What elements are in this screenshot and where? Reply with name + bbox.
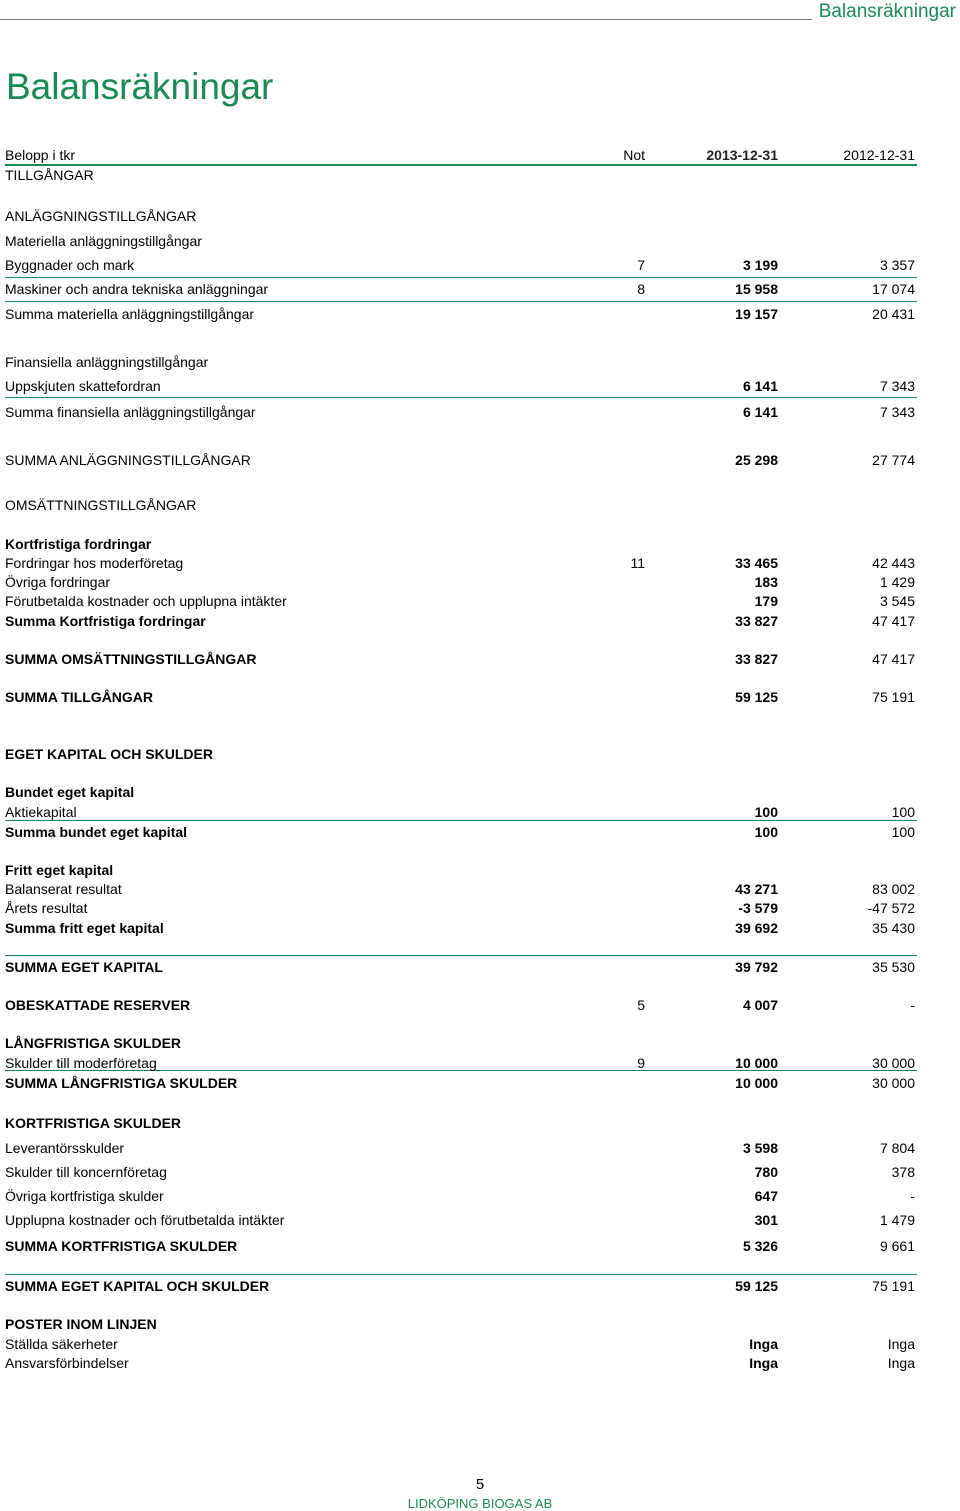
row-label: Årets resultat: [5, 900, 88, 916]
row-v2012: 75 191: [872, 1278, 915, 1294]
row-note: 8: [637, 281, 645, 297]
row-v2012: 7 343: [879, 378, 915, 394]
row-v2013: 33 827: [735, 651, 778, 667]
row-v2012: 1 429: [879, 574, 915, 590]
row-v2012: 75 191: [872, 689, 915, 705]
row-v2013: 59 125: [735, 689, 778, 705]
row-label: Kortfristiga fordringar: [5, 536, 152, 552]
row-label: OBESKATTADE RESERVER: [5, 997, 191, 1013]
row-label: SUMMA ANLÄGGNINGSTILLGÅNGAR: [5, 452, 251, 468]
row-v2013: 780: [754, 1164, 778, 1180]
row-v2013: Inga: [749, 1355, 778, 1371]
row-label: Summa fritt eget kapital: [5, 920, 164, 936]
row-label: Uppskjuten skattefordran: [5, 378, 161, 394]
table-rule: [5, 1274, 917, 1275]
row-v2012: 3 357: [879, 257, 915, 273]
row-v2013: 647: [754, 1188, 778, 1204]
header-title: Balansräkningar: [818, 1, 956, 22]
row-v2012: Inga: [887, 1355, 915, 1371]
row-label: Skulder till koncernföretag: [5, 1164, 167, 1180]
row-v2013: 179: [754, 593, 778, 609]
row-label: ANLÄGGNINGSTILLGÅNGAR: [5, 208, 197, 224]
row-label: Balanserat resultat: [5, 881, 122, 897]
table-rule: [5, 955, 917, 956]
row-label: Fritt eget kapital: [5, 862, 114, 878]
row-v2013: 19 157: [735, 306, 778, 322]
row-label: Övriga kortfristiga skulder: [5, 1188, 164, 1204]
column-header-2013: 2013-12-31: [706, 147, 778, 163]
row-label: Maskiner och andra tekniska anläggningar: [5, 281, 269, 297]
row-label: Övriga fordringar: [5, 574, 111, 590]
row-label: SUMMA OMSÄTTNINGSTILLGÅNGAR: [5, 651, 257, 667]
row-label: Summa bundet eget kapital: [5, 824, 188, 840]
row-v2013: 3 598: [742, 1140, 778, 1156]
page-title: Balansräkningar: [6, 66, 274, 107]
row-v2012: 30 000: [872, 1075, 915, 1091]
row-label: POSTER INOM LINJEN: [5, 1316, 157, 1332]
row-label: Fordringar hos moderföretag: [5, 555, 184, 571]
row-v2013: 33 827: [735, 613, 778, 629]
column-header-label: Belopp i tkr: [5, 147, 76, 163]
row-v2013: -3 579: [738, 900, 778, 916]
row-label: TILLGÅNGAR: [5, 167, 94, 183]
row-v2013: 10 000: [735, 1055, 778, 1071]
row-note: 9: [637, 1055, 645, 1071]
company-name: LIDKÖPING BIOGAS AB: [407, 1496, 553, 1511]
row-v2012: 20 431: [872, 306, 915, 322]
row-label: Bundet eget kapital: [5, 784, 135, 800]
table-rule: [5, 820, 917, 821]
row-label: Ställda säkerheter: [5, 1336, 118, 1352]
row-label: KORTFRISTIGA SKULDER: [5, 1115, 182, 1131]
row-note: 7: [637, 257, 645, 273]
row-v2012: -47 572: [867, 900, 915, 916]
row-v2013: Inga: [749, 1336, 778, 1352]
column-header-2012: 2012-12-31: [843, 147, 915, 163]
row-label: Upplupna kostnader och förutbetalda intäkter: [5, 1212, 285, 1228]
row-label: Leverantörsskulder: [5, 1140, 125, 1156]
row-v2012: 30 000: [872, 1055, 915, 1071]
row-v2012: 17 074: [872, 281, 915, 297]
row-v2012: 9 661: [879, 1238, 915, 1254]
row-v2013: 4 007: [742, 997, 778, 1013]
table-rule: [5, 301, 917, 302]
row-v2013: 301: [754, 1212, 778, 1228]
row-v2012: 7 343: [879, 404, 915, 420]
row-v2012: 35 530: [872, 959, 915, 975]
row-v2013: 100: [754, 804, 778, 820]
row-v2013: 6 141: [742, 404, 778, 420]
row-v2013: 6 141: [742, 378, 778, 394]
row-v2013: 10 000: [735, 1075, 778, 1091]
row-v2012: 47 417: [872, 613, 915, 629]
row-v2013: 183: [754, 574, 778, 590]
row-v2013: 43 271: [735, 881, 778, 897]
row-v2012: 35 430: [872, 920, 915, 936]
row-v2012: 100: [891, 824, 915, 840]
row-v2012: 100: [891, 804, 915, 820]
row-label: Byggnader och mark: [5, 257, 135, 273]
row-label: Aktiekapital: [5, 804, 77, 820]
row-v2013: 59 125: [735, 1278, 778, 1294]
row-v2013: 15 958: [735, 281, 778, 297]
table-rule: [5, 164, 917, 166]
row-label: SUMMA EGET KAPITAL: [5, 959, 163, 975]
row-label: SUMMA EGET KAPITAL OCH SKULDER: [5, 1278, 270, 1294]
row-label: Materiella anläggningstillgångar: [5, 233, 202, 249]
row-note: 11: [630, 555, 645, 571]
row-v2012: 378: [891, 1164, 915, 1180]
row-v2013: 5 326: [742, 1238, 778, 1254]
row-v2013: 33 465: [735, 555, 778, 571]
row-v2012: 42 443: [872, 555, 915, 571]
row-label: Skulder till moderföretag: [5, 1055, 157, 1071]
row-label: OMSÄTTNINGSTILLGÅNGAR: [5, 497, 197, 513]
row-label: EGET KAPITAL OCH SKULDER: [5, 746, 213, 762]
row-v2012: 3 545: [879, 593, 915, 609]
table-rule: [5, 397, 917, 398]
row-label: SUMMA KORTFRISTIGA SKULDER: [5, 1238, 238, 1254]
row-label: SUMMA LÅNGFRISTIGA SKULDER: [5, 1075, 238, 1091]
row-label: Summa finansiella anläggningstillgångar: [5, 404, 256, 420]
row-v2013: 100: [754, 824, 778, 840]
row-v2013: 3 199: [742, 257, 778, 273]
row-v2012: -: [910, 997, 915, 1013]
row-v2012: 83 002: [872, 881, 915, 897]
row-label: LÅNGFRISTIGA SKULDER: [5, 1035, 182, 1051]
row-label: Summa Kortfristiga fordringar: [5, 613, 206, 629]
row-v2013: 39 692: [735, 920, 778, 936]
row-v2013: 25 298: [735, 452, 778, 468]
table-rule: [5, 277, 917, 278]
row-note: 5: [637, 997, 645, 1013]
row-label: Förutbetalda kostnader och upplupna intäkter: [5, 593, 287, 609]
row-label: SUMMA TILLGÅNGAR: [5, 689, 154, 705]
row-label: Ansvarsförbindelser: [5, 1355, 129, 1371]
column-header-note: Not: [623, 147, 645, 163]
row-v2013: 39 792: [735, 959, 778, 975]
row-label: Finansiella anläggningstillgångar: [5, 354, 209, 370]
row-label: Summa materiella anläggningstillgångar: [5, 306, 255, 322]
row-v2012: 47 417: [872, 651, 915, 667]
row-v2012: Inga: [887, 1336, 915, 1352]
row-v2012: 1 479: [879, 1212, 915, 1228]
row-v2012: -: [910, 1188, 915, 1204]
row-v2012: 27 774: [872, 452, 915, 468]
page-number: 5: [475, 1476, 485, 1493]
row-v2012: 7 804: [879, 1140, 915, 1156]
header-rule: [0, 19, 812, 20]
